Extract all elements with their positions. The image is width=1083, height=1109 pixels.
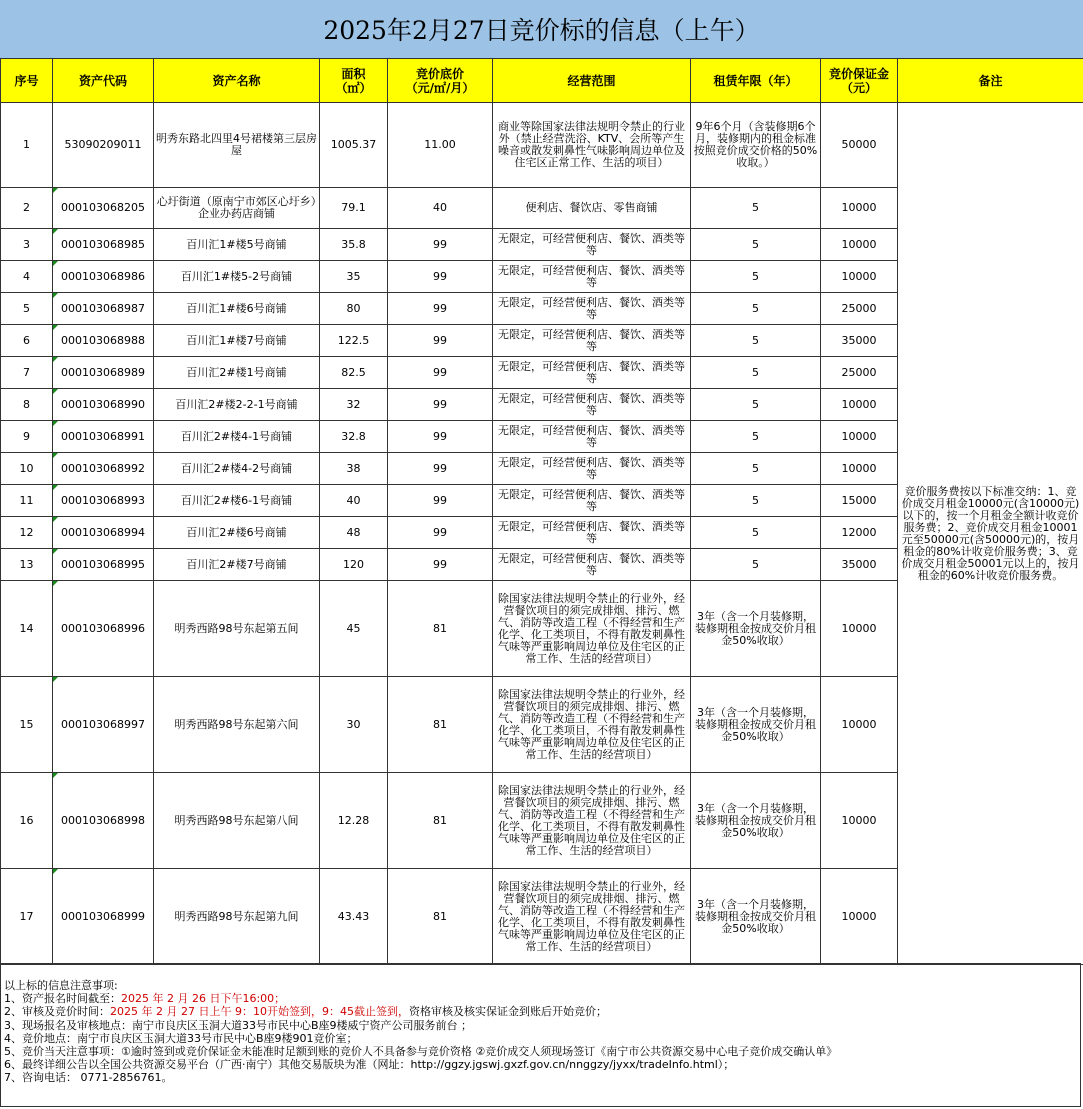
seq-cell: 15: [1, 677, 53, 773]
seq-cell: 10: [1, 453, 53, 485]
lease-cell: 5: [691, 485, 821, 517]
scope-cell: 无限定，可经营便利店、餐饮、酒类等等: [493, 421, 691, 453]
area-cell: 82.5: [320, 357, 388, 389]
header-seq: 序号: [1, 59, 53, 103]
price-cell: 99: [388, 229, 493, 261]
code-cell: 000103068993: [53, 485, 154, 517]
page-title: 2025年2月27日竞价标的信息（上午）: [0, 0, 1083, 59]
name-cell: 百川汇1#楼5-2号商铺: [154, 261, 320, 293]
deposit-cell: 12000: [821, 517, 898, 549]
seq-cell: 7: [1, 357, 53, 389]
area-cell: 32: [320, 389, 388, 421]
seq-cell: 9: [1, 421, 53, 453]
scope-cell: 无限定，可经营便利店、餐饮、酒类等等: [493, 485, 691, 517]
deposit-cell: 10000: [821, 389, 898, 421]
area-cell: 120: [320, 549, 388, 581]
code-cell: 000103068991: [53, 421, 154, 453]
code-cell: 000103068988: [53, 325, 154, 357]
deposit-cell: 35000: [821, 549, 898, 581]
seq-cell: 3: [1, 229, 53, 261]
name-cell: 百川汇2#楼4-2号商铺: [154, 453, 320, 485]
name-cell: 百川汇2#楼4-1号商铺: [154, 421, 320, 453]
price-cell: 81: [388, 581, 493, 677]
lease-cell: 9年6个月（含装修期6个月，装修期内的租金标准按照竞价成交价格的50%收取。）: [691, 103, 821, 188]
lease-cell: 5: [691, 453, 821, 485]
price-cell: 99: [388, 357, 493, 389]
scope-cell: 无限定，可经营便利店、餐饮、酒类等等: [493, 517, 691, 549]
price-cell: 99: [388, 421, 493, 453]
lease-cell: 5: [691, 549, 821, 581]
area-cell: 12.28: [320, 773, 388, 869]
notes-section: [0, 963, 1081, 1107]
price-cell: 11.00: [388, 103, 493, 188]
deposit-cell: 50000: [821, 103, 898, 188]
area-cell: 80: [320, 293, 388, 325]
deposit-cell: 25000: [821, 357, 898, 389]
seq-cell: 1: [1, 103, 53, 188]
lease-cell: 3年（含一个月装修期，装修期租金按成交价月租金50%收取）: [691, 773, 821, 869]
name-cell: 百川汇2#楼7号商铺: [154, 549, 320, 581]
deposit-cell: 10000: [821, 453, 898, 485]
remark-cell: 竞价服务费按以下标准交纳：1、竞价成交月租金10000元(含10000元)以下的，按一个月租金全额计收竞价服务费；2、竞价成交月租金10001元至50000元(含50000元)的，按月租金的80%计收竞价服务费；3、竞价成交月租金50001元以上的，按月租金的60%计收竞价服务费。: [898, 103, 1083, 965]
note-4: 4、竞价地点：南宁市良庆区玉洞大道33号市民中心B座9楼901竞价室；: [4, 1031, 358, 1045]
price-cell: 81: [388, 869, 493, 965]
note-2: 2、审核及竞价时间：2025 年 2 月 27 日上午 9：10开始签到，9：45截止签到，资格审核及核实保证金到账后开始竞价；: [4, 1005, 607, 1019]
deposit-cell: 10000: [821, 188, 898, 229]
scope-cell: 无限定，可经营便利店、餐饮、酒类等等: [493, 293, 691, 325]
scope-cell: 除国家法律法规明令禁止的行业外，经营餐饮项目的须完成排烟、排污、燃气、消防等改造工程（不得经营和生产化学、化工类项目，不得有散发刺鼻性气味等严重影响周边单位及住宅区的正常工作、生活的经营项目）: [493, 773, 691, 869]
code-cell: 000103068990: [53, 389, 154, 421]
price-cell: 99: [388, 293, 493, 325]
seq-cell: 2: [1, 188, 53, 229]
name-cell: 明秀西路98号东起第八间: [154, 773, 320, 869]
area-cell: 122.5: [320, 325, 388, 357]
header-price: 竞价底价 （元/㎡/月）: [388, 59, 493, 103]
name-cell: 百川汇2#楼2-2-1号商铺: [154, 389, 320, 421]
code-cell: 000103068995: [53, 549, 154, 581]
price-cell: 99: [388, 549, 493, 581]
deposit-cell: 10000: [821, 869, 898, 965]
header-scope: 经营范围: [493, 59, 691, 103]
area-cell: 43.43: [320, 869, 388, 965]
price-cell: 99: [388, 517, 493, 549]
scope-cell: 除国家法律法规明令禁止的行业外，经营餐饮项目的须完成排烟、排污、燃气、消防等改造工程（不得经营和生产化学、化工类项目，不得有散发刺鼻性气味等严重影响周边单位及住宅区的正常工作、生活的经营项目）: [493, 869, 691, 965]
price-cell: 99: [388, 453, 493, 485]
seq-cell: 4: [1, 261, 53, 293]
header-name: 资产名称: [154, 59, 320, 103]
area-cell: 38: [320, 453, 388, 485]
code-cell: 000103068986: [53, 261, 154, 293]
deposit-cell: 10000: [821, 581, 898, 677]
seq-cell: 11: [1, 485, 53, 517]
code-cell: 000103068985: [53, 229, 154, 261]
lease-cell: 5: [691, 357, 821, 389]
name-cell: 明秀西路98号东起第九间: [154, 869, 320, 965]
name-cell: 明秀西路98号东起第六间: [154, 677, 320, 773]
code-cell: 000103068997: [53, 677, 154, 773]
seq-cell: 8: [1, 389, 53, 421]
header-area: 面积 （㎡）: [320, 59, 388, 103]
code-cell: 000103068996: [53, 581, 154, 677]
code-cell: 000103068987: [53, 293, 154, 325]
area-cell: 79.1: [320, 188, 388, 229]
scope-cell: 无限定，可经营便利店、餐饮、酒类等等: [493, 549, 691, 581]
area-cell: 1005.37: [320, 103, 388, 188]
table-header-row: [1, 59, 1083, 103]
lease-cell: 5: [691, 229, 821, 261]
price-cell: 99: [388, 485, 493, 517]
header-remark: 备注: [898, 59, 1083, 103]
area-cell: 48: [320, 517, 388, 549]
lease-cell: 3年（含一个月装修期，装修期租金按成交价月租金50%收取）: [691, 677, 821, 773]
deposit-cell: 15000: [821, 485, 898, 517]
note-5: 5、竞价当天注意事项：①逾时签到或竞价保证金未能准时足额到账的竞价人不具备参与竞价资格 ②竞价成交人须现场签订《南宁市公共资源交易中心电子竞价成交确认单》: [4, 1045, 838, 1059]
code-cell: 000103068994: [53, 517, 154, 549]
name-cell: 百川汇2#楼6号商铺: [154, 517, 320, 549]
deposit-cell: 10000: [821, 773, 898, 869]
lease-cell: 5: [691, 421, 821, 453]
scope-cell: 除国家法律法规明令禁止的行业外，经营餐饮项目的须完成排烟、排污、燃气、消防等改造工程（不得经营和生产化学、化工类项目，不得有散发刺鼻性气味等严重影响周边单位及住宅区的正常工作、生活的经营项目）: [493, 677, 691, 773]
price-cell: 81: [388, 677, 493, 773]
code-cell: 000103068989: [53, 357, 154, 389]
name-cell: 百川汇2#楼6-1号商铺: [154, 485, 320, 517]
seq-cell: 14: [1, 581, 53, 677]
lease-cell: 3年（含一个月装修期，装修期租金按成交价月租金50%收取）: [691, 581, 821, 677]
header-lease: 租赁年限（年）: [691, 59, 821, 103]
area-cell: 32.8: [320, 421, 388, 453]
deposit-cell: 35000: [821, 325, 898, 357]
lease-cell: 5: [691, 188, 821, 229]
auction-table: [0, 58, 1083, 965]
lease-cell: 3年（含一个月装修期，装修期租金按成交价月租金50%收取）: [691, 869, 821, 965]
scope-cell: 除国家法律法规明令禁止的行业外，经营餐饮项目的须完成排烟、排污、燃气、消防等改造工程（不得经营和生产化学、化工类项目，不得有散发刺鼻性气味等严重影响周边单位及住宅区的正常工作、生活的经营项目）: [493, 581, 691, 677]
area-cell: 40: [320, 485, 388, 517]
code-cell: 000103068205: [53, 188, 154, 229]
code-cell: 000103068998: [53, 773, 154, 869]
lease-cell: 5: [691, 389, 821, 421]
price-cell: 81: [388, 773, 493, 869]
lease-cell: 5: [691, 293, 821, 325]
name-cell: 百川汇2#楼1号商铺: [154, 357, 320, 389]
seq-cell: 6: [1, 325, 53, 357]
scope-cell: 无限定，可经营便利店、餐饮、酒类等等: [493, 229, 691, 261]
name-cell: 百川汇1#楼7号商铺: [154, 325, 320, 357]
seq-cell: 17: [1, 869, 53, 965]
name-cell: 百川汇1#楼5号商铺: [154, 229, 320, 261]
code-cell: 000103068992: [53, 453, 154, 485]
lease-cell: 5: [691, 325, 821, 357]
price-cell: 40: [388, 188, 493, 229]
seq-cell: 5: [1, 293, 53, 325]
note-1: 1、资产报名时间截至：2025 年 2 月 26 日下午16:00；: [4, 992, 286, 1006]
scope-cell: 无限定，可经营便利店、餐饮、酒类等等: [493, 389, 691, 421]
lease-cell: 5: [691, 261, 821, 293]
deposit-cell: 10000: [821, 421, 898, 453]
note-3: 3、现场报名及审核地点：南宁市良庆区玉洞大道33号市民中心B座9楼威宁资产公司服务前台 ；: [4, 1018, 473, 1032]
area-cell: 35.8: [320, 229, 388, 261]
code-cell: 000103068999: [53, 869, 154, 965]
scope-cell: 无限定，可经营便利店、餐饮、酒类等等: [493, 261, 691, 293]
deposit-cell: 10000: [821, 677, 898, 773]
scope-cell: 无限定，可经营便利店、餐饮、酒类等等: [493, 357, 691, 389]
name-cell: 明秀西路98号东起第五间: [154, 581, 320, 677]
area-cell: 30: [320, 677, 388, 773]
seq-cell: 13: [1, 549, 53, 581]
price-cell: 99: [388, 389, 493, 421]
seq-cell: 16: [1, 773, 53, 869]
deposit-cell: 10000: [821, 261, 898, 293]
name-cell: 心圩街道（原南宁市郊区心圩乡）企业办药店商铺: [154, 188, 320, 229]
area-cell: 45: [320, 581, 388, 677]
name-cell: 百川汇1#楼6号商铺: [154, 293, 320, 325]
deposit-cell: 25000: [821, 293, 898, 325]
scope-cell: 便利店、餐饮店、零售商铺: [493, 188, 691, 229]
price-cell: 99: [388, 325, 493, 357]
code-cell: 53090209011: [53, 103, 154, 188]
header-code: 资产代码: [53, 59, 154, 103]
deposit-cell: 10000: [821, 229, 898, 261]
lease-cell: 5: [691, 517, 821, 549]
notes-heading: 以上标的信息注意事项:: [4, 979, 118, 992]
scope-cell: 商业等除国家法律法规明令禁止的行业外（禁止经营洗浴、KTV、会所等产生噪音或散发刺鼻性气味影响周边单位及住宅区正常工作、生活的项目）: [493, 103, 691, 188]
area-cell: 35: [320, 261, 388, 293]
seq-cell: 12: [1, 517, 53, 549]
name-cell: 明秀东路北四里4号裙楼第三层房屋: [154, 103, 320, 188]
table-row: [1, 103, 1083, 188]
scope-cell: 无限定，可经营便利店、餐饮、酒类等等: [493, 325, 691, 357]
price-cell: 99: [388, 261, 493, 293]
scope-cell: 无限定，可经营便利店、餐饮、酒类等等: [493, 453, 691, 485]
header-deposit: 竞价保证金 （元）: [821, 59, 898, 103]
note-7: 7、咨询电话： 0771-2856761。: [4, 1071, 173, 1085]
note-6: 6、最终详细公告以全国公共资源交易平台（广西·南宁）其他交易版块为准（网址：http://ggzy.jgswj.gxzf.gov.cn/nnggzy/jyxx/tradeInfo.html）；: [4, 1058, 735, 1072]
